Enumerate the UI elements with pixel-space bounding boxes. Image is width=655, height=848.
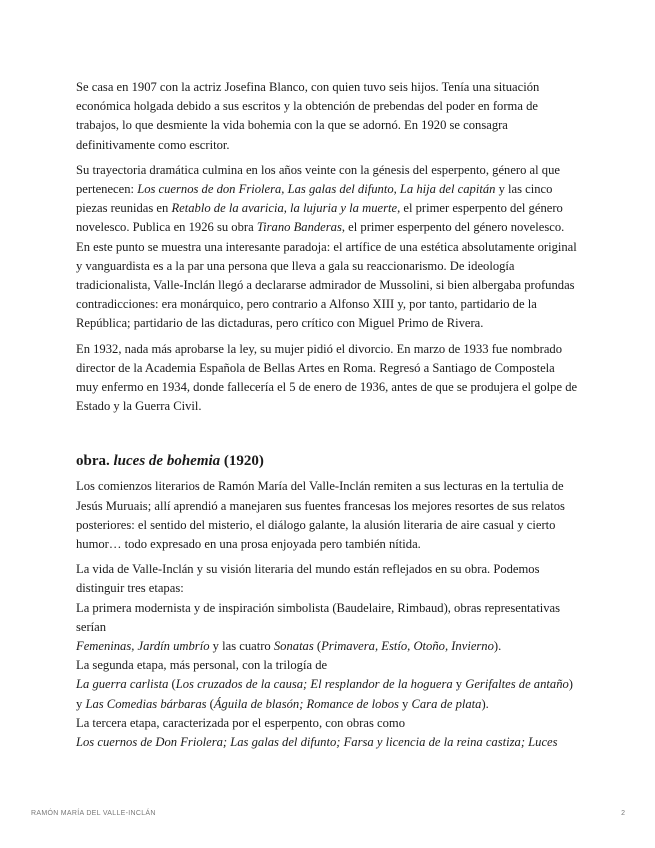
document-body — [76, 78, 578, 752]
italic-title: La guerra carlista — [76, 677, 169, 692]
heading-year: (1920) — [220, 453, 264, 470]
heading-title: luces de bohemia — [113, 453, 221, 470]
text-run: ( — [313, 639, 322, 654]
italic-title: Retablo de la avaricia, la lujuria y la muerte — [171, 201, 398, 216]
heading-prefix: obra. — [76, 453, 114, 470]
stage-three: La tercera etapa, caracterizada por el esperpento, con obras como — [76, 715, 405, 730]
paragraph-beginnings: Los comienzos literarios de Ramón María del Valle-Inclán remiten a sus lecturas en la tertulia de Jesús Muruais; allí aprendió a manejaren sus fuentes francesas los mejores resortes de sus relatos posteriores: el sentido del misterio, el diálogo galante, la alusión literaria de aire casual y cierto humor… todo expresado en una prosa enjoyada pero también nítida. — [76, 479, 565, 552]
text-run: , el primer esperpento del género novelesco. En este punto se muestra una interesante paradoja: el artífice de una estética absolutamente original y vanguardista es a la par una persona que lleva a gala su reaccionarismo. De ideología tradicionalista, Valle-Inclán llegó a declararse admirador de Mussolini, si bien albergaba profundas contradicciones: era monárquico, pero contrario a Alfonso XIII y, por tanto, partidario de la República; partidario de las dictaduras, pero crítico con Miguel Primo de Rivera. — [76, 220, 577, 331]
italic-title: Águila de blasón; Romance de lobos — [213, 696, 399, 711]
stage-two: La segunda etapa, más personal, con la trilogía de — [76, 658, 328, 673]
text-run: y las cinco piezas reunidas en — [76, 182, 553, 216]
paragraph-marriage: Se casa en 1907 con la actriz Josefina Blanco, con quien tuvo seis hijos. Tenía una situación económica holgada debido a sus escritos y la obtención de prebendas del poder en forma de trabajos, lo que desmiente la vida bohemia con la que se adornó. En 1920 se consagra definitivamente como escritor. — [76, 80, 540, 152]
stage-two-works — [76, 675, 578, 713]
text-run: , el primer esperpento del género novelesco. Publica en 1926 su obra — [76, 201, 563, 235]
text-run: ( — [168, 677, 176, 692]
section-heading — [76, 451, 578, 471]
italic-title: Los cuernos de Don Friolera; Las galas del difunto; Farsa y licencia de la reina castiza; Luces — [76, 735, 558, 750]
text-run: y — [452, 677, 466, 692]
stage-one-works — [76, 637, 578, 656]
text-run: y las cuatro — [209, 639, 274, 654]
paragraph-esperpento — [76, 161, 578, 334]
italic-title: Las Comedias bárbaras — [85, 696, 207, 711]
italic-title: Los cruzados de la causa; El resplandor de la hoguera — [175, 677, 453, 692]
text-run: ) y — [76, 677, 573, 711]
text-run: ( — [206, 696, 214, 711]
italic-titles: Los cuernos de don Friolera, Las galas del difunto, La hija del capitán — [137, 182, 496, 197]
footer-running-title: RAMÓN MARÍA DEL VALLE-INCLÁN — [31, 810, 156, 817]
text-run: ). — [481, 696, 489, 711]
page-number: 2 — [621, 810, 625, 817]
stage-three-works — [76, 733, 578, 752]
text-run: ). — [493, 639, 502, 654]
paragraph-divorce: En 1932, nada más aprobarse la ley, su mujer pidió el divorcio. En marzo de 1933 fue nombrado director de la Academia Española de Bellas Artes en Roma. Regresó a Santiago de Compostela muy enfermo en 1934, donde fallecería el 5 de enero de 1936, antes de que se produjera el golpe de Estado y la Guerra Civil. — [76, 341, 578, 414]
text-run: y — [398, 696, 412, 711]
italic-title: Cara de plata — [411, 696, 482, 711]
stage-one: La primera modernista y de inspiración simbolista (Baudelaire, Rimbaud), obras representativas serían — [76, 600, 561, 634]
paragraph-stages-intro: La vida de Valle-Inclán y su visión literaria del mundo están reflejados en su obra. Podemos distinguir tres etapas: — [76, 562, 540, 596]
italic-title: Sonatas — [273, 639, 314, 654]
italic-title: Primavera, Estío, Otoño, Invierno — [321, 639, 494, 654]
italic-title: Tirano Banderas — [256, 220, 342, 235]
text-run: Su trayectoria dramática culmina en los años veinte con la génesis del esperpento, género al que pertenecen: — [76, 162, 560, 197]
italic-title: Gerifaltes de antaño — [465, 677, 569, 692]
italic-title: Femeninas, Jardín umbrío — [76, 639, 210, 654]
